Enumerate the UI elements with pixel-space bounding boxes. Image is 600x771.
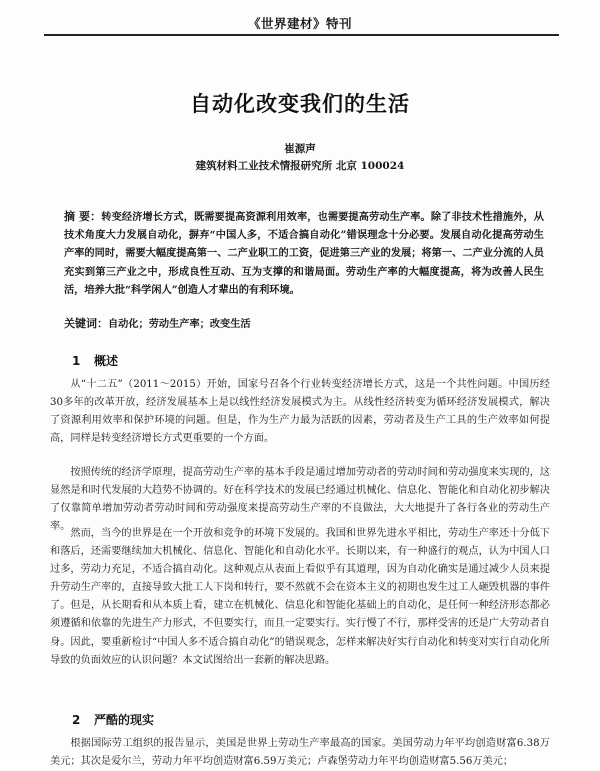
journal-header: 《世界建材》特刊	[247, 16, 352, 31]
body-paragraph	[50, 735, 550, 771]
section-title: 概述	[94, 354, 119, 368]
keywords-label: 关键词：	[64, 317, 108, 330]
article-affiliation: 建筑材料工业技术情报研究所 北京 100024	[195, 160, 405, 172]
article-title: 自动化改变我们的生活	[190, 92, 410, 116]
article-author: 崔源声	[284, 143, 316, 155]
paragraph-text: 然而，当今的世界是在一个开放和竞争的环境下发展的。我国和世界先进水平相比，劳动生产率还十分低下和落后，还需要继续加大机械化、信息化、智能化和自动化水平。长期以来，有一种盛行的观点，认为中国人口过多，劳动力充足，不适合搞自动化。这种观点从表面上看似乎有其道理，因为自动化确实是通过减少人员来提升劳动生产率的，直接导致大批工人下岗和转行，要不然就不会在资本主义的初期也发生过工人砸毁机器的事件了。但是，从长期看和从本质上看，建立在机械化、信息化和智能化基础上的自动化，是任何一种经济形态都必须遵循和依靠的先进生产力形式，不但要实行，而且一定要实行。实行慢了不行，那样受害的还是广大劳动者自身。因此，要重新检讨“中国人多不适合搞自动化”的错误观念，怎样来解决好实行自动化和转变对实行自动化所导致的负面效应的认识问题？本文试图给出一套新的解决思路。	[50, 528, 550, 666]
abstract-label: 摘 要：	[64, 210, 102, 223]
header-rule	[44, 34, 559, 36]
abstract-block	[64, 208, 544, 299]
body-paragraph	[50, 525, 550, 670]
paragraph-text: 按照传统的经济学原理，提高劳动生产率的基本手段是通过增加劳动者的劳动时间和劳动强度来实现的，这显然是和时代发展的大趋势不协调的。好在科学技术的发展已经通过机械化、信息化、智能化和自动化初步解决了仅靠简单增加劳动者劳动时间和劳动强度来提高劳动生产率的不良做法，大大地提升了各行各业的劳动生产率。	[50, 467, 550, 533]
section-title: 严酷的现实	[94, 713, 155, 727]
section-heading-1	[72, 352, 118, 369]
section-number: 1	[72, 354, 81, 368]
body-paragraph	[50, 376, 550, 448]
paragraph-text: 从“十二五”（2011～2015）开始，国家号召各个行业转变经济增长方式，这是一个共性问题。中国历经30多年的改革开放，经济发展基本上是以线性经济发展模式为主。从线性经济转变为循环经济发展模式，解决了资源利用效率和保护环境的问题。但是，作为生产力最为活跃的因素，劳动者及生产工具的生产效率如何提高，同样是转变经济增长方式更重要的一个方面。	[50, 379, 550, 445]
abstract-text: 转变经济增长方式，既需要提高资源利用效率，也需要提高劳动生产率。除了非技术性措施外，从技术角度大力发展自动化，摒弃“中国人多，不适合搞自动化”错误理念十分必要。发展自动化提高劳动生产率的同时，需要大幅度提高第一、二产业职工的工资，促进第三产业的发展；将第一、二产业分流的人员充实到第三产业之中，形成良性互动、互为支撑的和谐局面。劳动生产率的大幅度提高，将为改善人民生活，培养大批“科学闲人”创造人才辈出的有利环境。	[64, 211, 544, 296]
keywords-block	[64, 315, 544, 331]
keywords-text: 自动化；劳动生产率；改变生活	[108, 318, 251, 330]
paragraph-text: 根据国际劳工组织的报告显示，美国是世界上劳动生产率最高的国家。美国劳动力年平均创造财富6.38万美元；其次是爱尔兰，劳动力年平均创造财富6.59万美元；卢森堡劳动力年平均创造财富5.56万美元；	[50, 738, 550, 768]
section-heading-2	[72, 711, 154, 728]
section-number: 2	[72, 713, 81, 727]
